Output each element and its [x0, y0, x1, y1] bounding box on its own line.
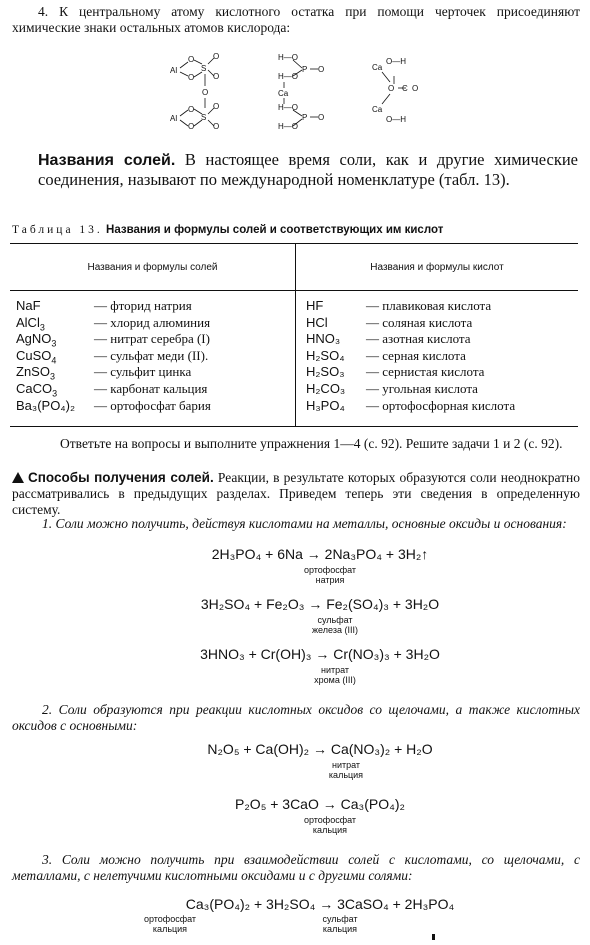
equation-2-product-note: сульфат железа (III)	[312, 615, 358, 635]
svg-text:O: O	[318, 113, 325, 122]
salt-formula: AgNO$_3$	[16, 331, 57, 349]
salt-formula: NaF	[16, 298, 41, 313]
acid-formula: HNO₃	[306, 331, 341, 347]
table-header-salts: Названия и формулы солей	[87, 262, 218, 273]
equation-5-formula: P₂O₅ + 3CaO → Ca₃(PO₄)₂	[235, 796, 405, 812]
section-methods-text: Реакции, в результате которых образуются соли неоднократно рассматривались в предыдущих разделах. Приведем теперь эти сведения в определенную систему.	[12, 470, 580, 517]
svg-text:O: O	[188, 73, 195, 82]
equation-3	[100, 646, 540, 662]
salt-row	[16, 398, 211, 415]
salt-name: — ортофосфат бария	[94, 397, 211, 413]
salt-row	[16, 331, 211, 348]
structural-formulas-drawing	[150, 46, 450, 138]
acid-name: — ортофосфорная кислота	[366, 397, 516, 413]
table-13-label: Таблица 13.	[12, 224, 103, 236]
svg-text:H—O: H—O	[278, 53, 298, 62]
svg-text:Ca: Ca	[278, 89, 289, 98]
acid-name: — сернистая кислота	[366, 364, 485, 380]
acid-name: — соляная кислота	[366, 314, 473, 330]
svg-text:O: O	[412, 84, 419, 93]
svg-text:O—H: O—H	[386, 115, 406, 124]
svg-text:H—O: H—O	[278, 103, 298, 112]
equation-2	[100, 596, 540, 612]
table-header-divider	[10, 290, 578, 291]
equation-4	[100, 741, 540, 757]
svg-text:O: O	[388, 84, 395, 93]
salts-column	[16, 298, 211, 414]
svg-text:Ca: Ca	[372, 105, 383, 114]
svg-text:P: P	[302, 113, 308, 122]
acid-name: — плавиковая кислота	[366, 298, 492, 313]
acid-formula: H₂SO₄	[306, 347, 345, 363]
svg-text:C: C	[402, 84, 408, 93]
acid-row	[306, 398, 515, 415]
section-salt-names-title: Названия солей.	[38, 152, 176, 169]
svg-text:O: O	[213, 102, 220, 111]
acid-row	[306, 298, 515, 315]
equation-1-formula: 2H₃PO₄ + 6Na → 2Na₃PO₄ + 3H₂↑	[211, 546, 429, 562]
salt-row	[16, 298, 211, 315]
item-4-text: 4. К центральному атому кислотного остатка при помощи черточек присоединяют химические знаки остальных атомов кислорода:	[12, 4, 580, 35]
acids-column	[306, 298, 515, 414]
svg-text:O: O	[213, 52, 220, 61]
equation-6-reactant-note: ортофосфат кальция	[143, 914, 197, 934]
svg-text:O: O	[213, 122, 220, 131]
acid-name: — серная кислота	[366, 347, 466, 363]
acid-row	[306, 315, 515, 332]
acid-formula: HCl	[306, 314, 328, 330]
method-3-text: 3. Соли можно получить при взаимодействии солей с кислотами, со щелочами, с металлами, с нелетучими кислотными оксидами и с другими солями:	[12, 852, 580, 883]
section-salt-names	[38, 150, 578, 189]
equation-6-product-note: сульфат кальция	[322, 914, 358, 934]
equation-3-formula: 3HNO₃ + Cr(OH)₃ → Cr(NO₃)₃ + 3H₂O	[200, 646, 440, 662]
print-mark	[432, 934, 435, 940]
table-header-acids: Названия и формулы кислот	[370, 262, 504, 273]
acid-row	[306, 364, 515, 381]
svg-text:S: S	[201, 64, 207, 73]
exercises-text: Ответьте на вопросы и выполните упражнения 1—4 (с. 92). Решите задачи 1 и 2 (с. 92).	[60, 436, 563, 451]
equation-5-product-note: ортофосфат кальция	[303, 815, 357, 835]
salt-row	[16, 381, 211, 398]
acid-formula: H₂SO₃	[306, 364, 345, 380]
equation-6-formula: Ca₃(PO₄)₂ + 3H₂SO₄ → 3CaSO₄ + 2H₃PO₄	[185, 896, 455, 912]
svg-text:P: P	[302, 65, 308, 74]
salt-formula: AlCl$_3$	[16, 314, 45, 333]
svg-text:O—H: O—H	[386, 57, 406, 66]
method-1-text: 1. Соли можно получить, действуя кислотами на металлы, основные оксиды и основания:	[42, 516, 567, 531]
svg-text:O: O	[188, 122, 195, 131]
equation-4-formula: N₂O₅ + Ca(OH)₂ → Ca(NO₃)₂ + H₂O	[207, 741, 433, 757]
acid-name: — угольная кислота	[366, 380, 478, 396]
section-methods-title: Способы получения солей.	[28, 470, 214, 485]
section-methods	[12, 470, 580, 518]
acid-row	[306, 381, 515, 398]
equation-5	[100, 796, 540, 812]
table-13-title: Названия и формулы солей и соответствующих им кислот	[106, 224, 444, 236]
method-2-text: 2. Соли образуются при реакции кислотных оксидов со щелочами, а также кислотных оксидов с основными:	[12, 702, 580, 733]
section-salt-names-text: В настоящее время соли, как и другие химические соединения, называют по международной номенклатуре (табл. 13).	[38, 150, 578, 189]
salt-name: — сульфат меди (II).	[94, 347, 209, 363]
svg-text:O: O	[202, 88, 209, 97]
table-13	[10, 243, 578, 427]
svg-text:Al: Al	[170, 66, 178, 75]
svg-text:Ca: Ca	[372, 63, 383, 72]
salt-name: — карбонат кальция	[94, 380, 208, 396]
svg-text:Al: Al	[170, 114, 178, 123]
salt-name: — хлорид алюминия	[94, 314, 211, 330]
salt-name: — сульфит цинка	[94, 364, 192, 380]
equation-1-product-note: ортофосфат натрия	[303, 565, 357, 585]
svg-text:H—O: H—O	[278, 122, 298, 131]
acid-row	[306, 348, 515, 365]
acid-formula: HF	[306, 298, 324, 313]
salt-formula: CaCO$_3$	[16, 380, 58, 399]
svg-text:S: S	[201, 113, 207, 122]
salt-name: — нитрат серебра (I)	[94, 331, 210, 347]
table-13-caption	[12, 222, 582, 238]
equation-3-product-note: нитрат хрома (III)	[314, 665, 356, 685]
svg-text:O: O	[188, 55, 195, 64]
acid-formula: H₃PO₄	[306, 397, 345, 413]
svg-text:H—O: H—O	[278, 72, 298, 81]
salt-formula: ZnSO$_3$	[16, 364, 55, 382]
acid-formula: H₂CO₃	[306, 380, 346, 396]
equation-4-product-note: нитрат кальция	[328, 760, 364, 780]
structural-formulas	[150, 46, 450, 138]
salt-name: — фторид натрия	[94, 298, 192, 313]
salt-formula: Ba₃(PO₄)₂	[16, 397, 75, 413]
triangle-marker-icon	[12, 472, 24, 483]
equation-6	[100, 896, 540, 912]
svg-text:O: O	[318, 65, 325, 74]
salt-row	[16, 315, 211, 332]
salt-row	[16, 364, 211, 381]
equation-1	[100, 546, 540, 562]
svg-text:O: O	[213, 72, 220, 81]
svg-text:O: O	[188, 105, 195, 114]
salt-formula: CuSO$_4$	[16, 347, 57, 366]
equation-2-formula: 3H₂SO₄ + Fe₂O₃ → Fe₂(SO₄)₃ + 3H₂O	[200, 596, 440, 612]
salt-row	[16, 348, 211, 365]
acid-name: — азотная кислота	[366, 331, 471, 347]
acid-row	[306, 331, 515, 348]
